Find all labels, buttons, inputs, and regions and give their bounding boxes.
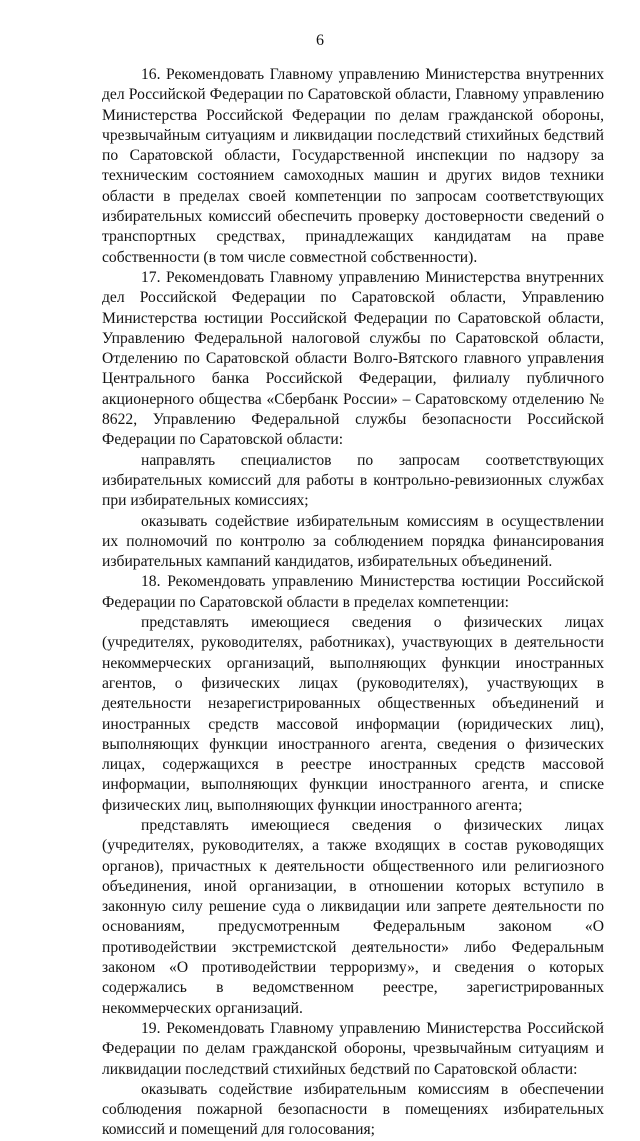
paragraph-16: 16. Рекомендовать Главному управлению Министерства внутренних дел Российской Федерации по Саратовской области, Главному управлению Министерства Российской Федерации по делам гражданской обороны, чрезвычайным ситуациям и ликвидации последствий стихийных бедствий по Саратовской области, Государственной инспекции по надзору за техническим состоянием самоходных машин и других видов техники области в пределах своей компетенции по запросам соответствующих избирательных комиссий обеспечить проверку достоверности сведений о транспортных средствах, принадлежащих кандидатам на праве собственности (в том числе совместной собственности). — [102, 66, 604, 266]
paragraph-17-item-1: направлять специалистов по запросам соответствующих избирательных комиссий для работы в контрольно-ревизионных службах при избирательных комиссиях; — [102, 451, 604, 510]
paragraph-18-item-1: представлять имеющиеся сведения о физических лицах (учредителях, руководителях, работниках), участвующих в деятельности некоммерческих организаций, выполняющих функции иностранных агентов, о физических лицах (руководителях), участвующих в деятельности незарегистрированных общественных объединений и иностранных средств массовой информации (юридических лиц), выполняющих функции иностранного агента, сведения о физических лицах, содержащихся в реестре иностранных средств массовой информации, выполняющих функции иностранного агента, и списке физических лиц, выполняющих функции иностранного агента; — [102, 614, 604, 814]
paragraph-17: 17. Рекомендовать Главному управлению Министерства внутренних дел Российской Федерации по Саратовской области, Управлению Министерства юстиции Российской Федерации по Саратовской области, Управлению Федеральной налоговой службы по Саратовской области, Отделению по Саратовской области Волго-Вятского главного управления Центрального банка Российской Федерации, филиалу публичного акционерного общества «Сбербанк России» – Саратовскому отделению № 8622, Управлению Федеральной службы безопасности Российской Федерации по Саратовской области: — [102, 268, 604, 449]
page-number: 6 — [316, 32, 324, 49]
paragraph-18-item-2: представлять имеющиеся сведения о физических лицах (учредителях, руководителях, а также входящих в состав руководящих органов), причастных к деятельности общественного или религиозного объединения, иной организации, в отношении которых вступило в законную силу решение суда о ликвидации или запрете деятельности по основаниям, предусмотренным Федеральным законом «О противодействии экстремистской деятельности» либо Федеральным законом «О противодействии терроризму», и сведения о которых содержались в ведомственном реестре, зарегистрированных некоммерческих организаций. — [102, 816, 604, 1017]
document-body — [102, 65, 604, 1141]
paragraph-19-item-1: оказывать содействие избирательным комиссиям в обеспечении соблюдения пожарной безопасности в помещениях избирательных комиссий и помещений для голосования; — [102, 1080, 604, 1139]
paragraph-19: 19. Рекомендовать Главному управлению Министерства Российской Федерации по делам гражданской обороны, чрезвычайным ситуациям и ликвидации последствий стихийных бедствий по Саратовской области: — [102, 1019, 604, 1078]
paragraph-17-item-2: оказывать содействие избирательным комиссиям в осуществлении их полномочий по контролю за соблюдением порядка финансирования избирательных кампаний кандидатов, избирательных объединений. — [102, 512, 604, 571]
paragraph-18: 18. Рекомендовать управлению Министерства юстиции Российской Федерации по Саратовской области в пределах компетенции: — [102, 573, 604, 611]
